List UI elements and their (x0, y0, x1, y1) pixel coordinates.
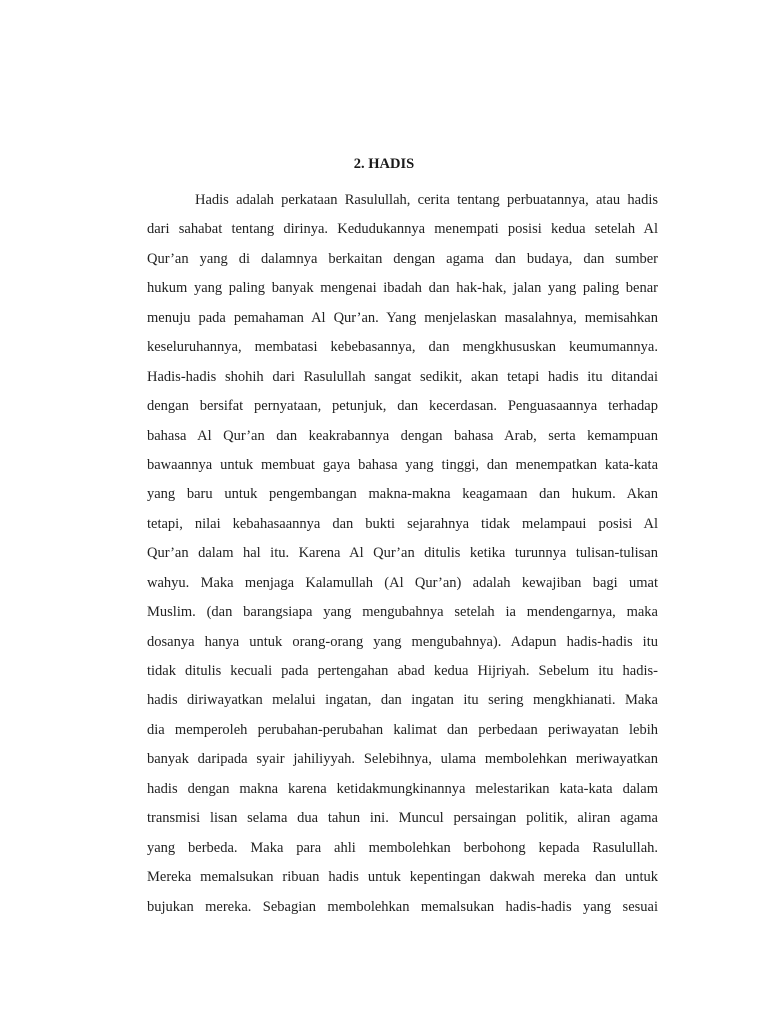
text-line: bawaannya untuk membuat gaya bahasa yang tinggi, dan menempatkan kata-kata (147, 456, 658, 473)
text-line: bahasa Al Qur’an dan keakrabannya dengan bahasa Arab, serta kemampuan (147, 427, 658, 444)
text-line: dosanya hanya untuk orang-orang yang mengubahnya). Adapun hadis-hadis itu (147, 633, 658, 650)
text-line: tidak ditulis kecuali pada pertengahan abad kedua Hijriyah. Sebelum itu hadis- (147, 663, 658, 679)
text-line: wahyu. Maka menjaga Kalamullah (Al Qur’an) adalah kewajiban bagi umat (147, 574, 658, 591)
text-line: bujukan mereka. Sebagian membolehkan memalsukan hadis-hadis yang sesuai (147, 898, 658, 915)
text-line: menuju pada pemahaman Al Qur’an. Yang menjelaskan masalahnya, memisahkan (147, 309, 658, 326)
text-line: hukum yang paling banyak mengenai ibadah dan hak-hak, jalan yang paling benar (147, 280, 658, 297)
text-line: hadis diriwayatkan melalui ingatan, dan ingatan itu sering mengkhianati. Maka (147, 692, 658, 709)
text-line: Hadis adalah perkataan Rasulullah, cerita tentang perbuatannya, atau hadis (195, 192, 658, 208)
text-line: Hadis-hadis shohih dari Rasulullah sangat sedikit, akan tetapi hadis itu ditandai (147, 368, 658, 385)
text-line: Mereka memalsukan ribuan hadis untuk kepentingan dakwah mereka dan untuk (147, 869, 658, 886)
text-line: Muslim. (dan barangsiapa yang mengubahnya setelah ia mendengarnya, maka (147, 604, 658, 621)
text-line: yang berbeda. Maka para ahli membolehkan berbohong kepada Rasulullah. (147, 839, 658, 856)
text-line: dengan bersifat pernyataan, petunjuk, dan kecerdasan. Penguasaannya terhadap (147, 398, 658, 415)
text-line: yang baru untuk pengembangan makna-makna keagamaan dan hukum. Akan (147, 486, 658, 503)
text-line: Qur’an dalam hal itu. Karena Al Qur’an ditulis ketika turunnya tulisan-tulisan (147, 545, 658, 562)
section-heading: 2. HADIS (353, 156, 415, 172)
text-line: dia memperoleh perubahan-perubahan kalimat dan perbedaan periwayatan lebih (147, 721, 658, 738)
text-line: Qur’an yang di dalamnya berkaitan dengan agama dan budaya, dan sumber (147, 250, 658, 267)
text-line: hadis dengan makna karena ketidakmungkinannya melestarikan kata-kata dalam (147, 780, 658, 797)
paragraph (147, 186, 658, 922)
text-line: transmisi lisan selama dua tahun ini. Muncul persaingan politik, aliran agama (147, 810, 658, 827)
text-line: tetapi, nilai kebahasaannya dan bukti sejarahnya tidak melampaui posisi Al (147, 515, 658, 532)
text-line: banyak daripada syair jahiliyyah. Selebihnya, ulama membolehkan meriwayatkan (147, 751, 658, 768)
text-line: dari sahabat tentang dirinya. Kedudukannya menempati posisi kedua setelah Al (147, 221, 658, 238)
text-line: keseluruhannya, membatasi kebebasannya, dan mengkhususkan keumumannya. (147, 339, 658, 356)
